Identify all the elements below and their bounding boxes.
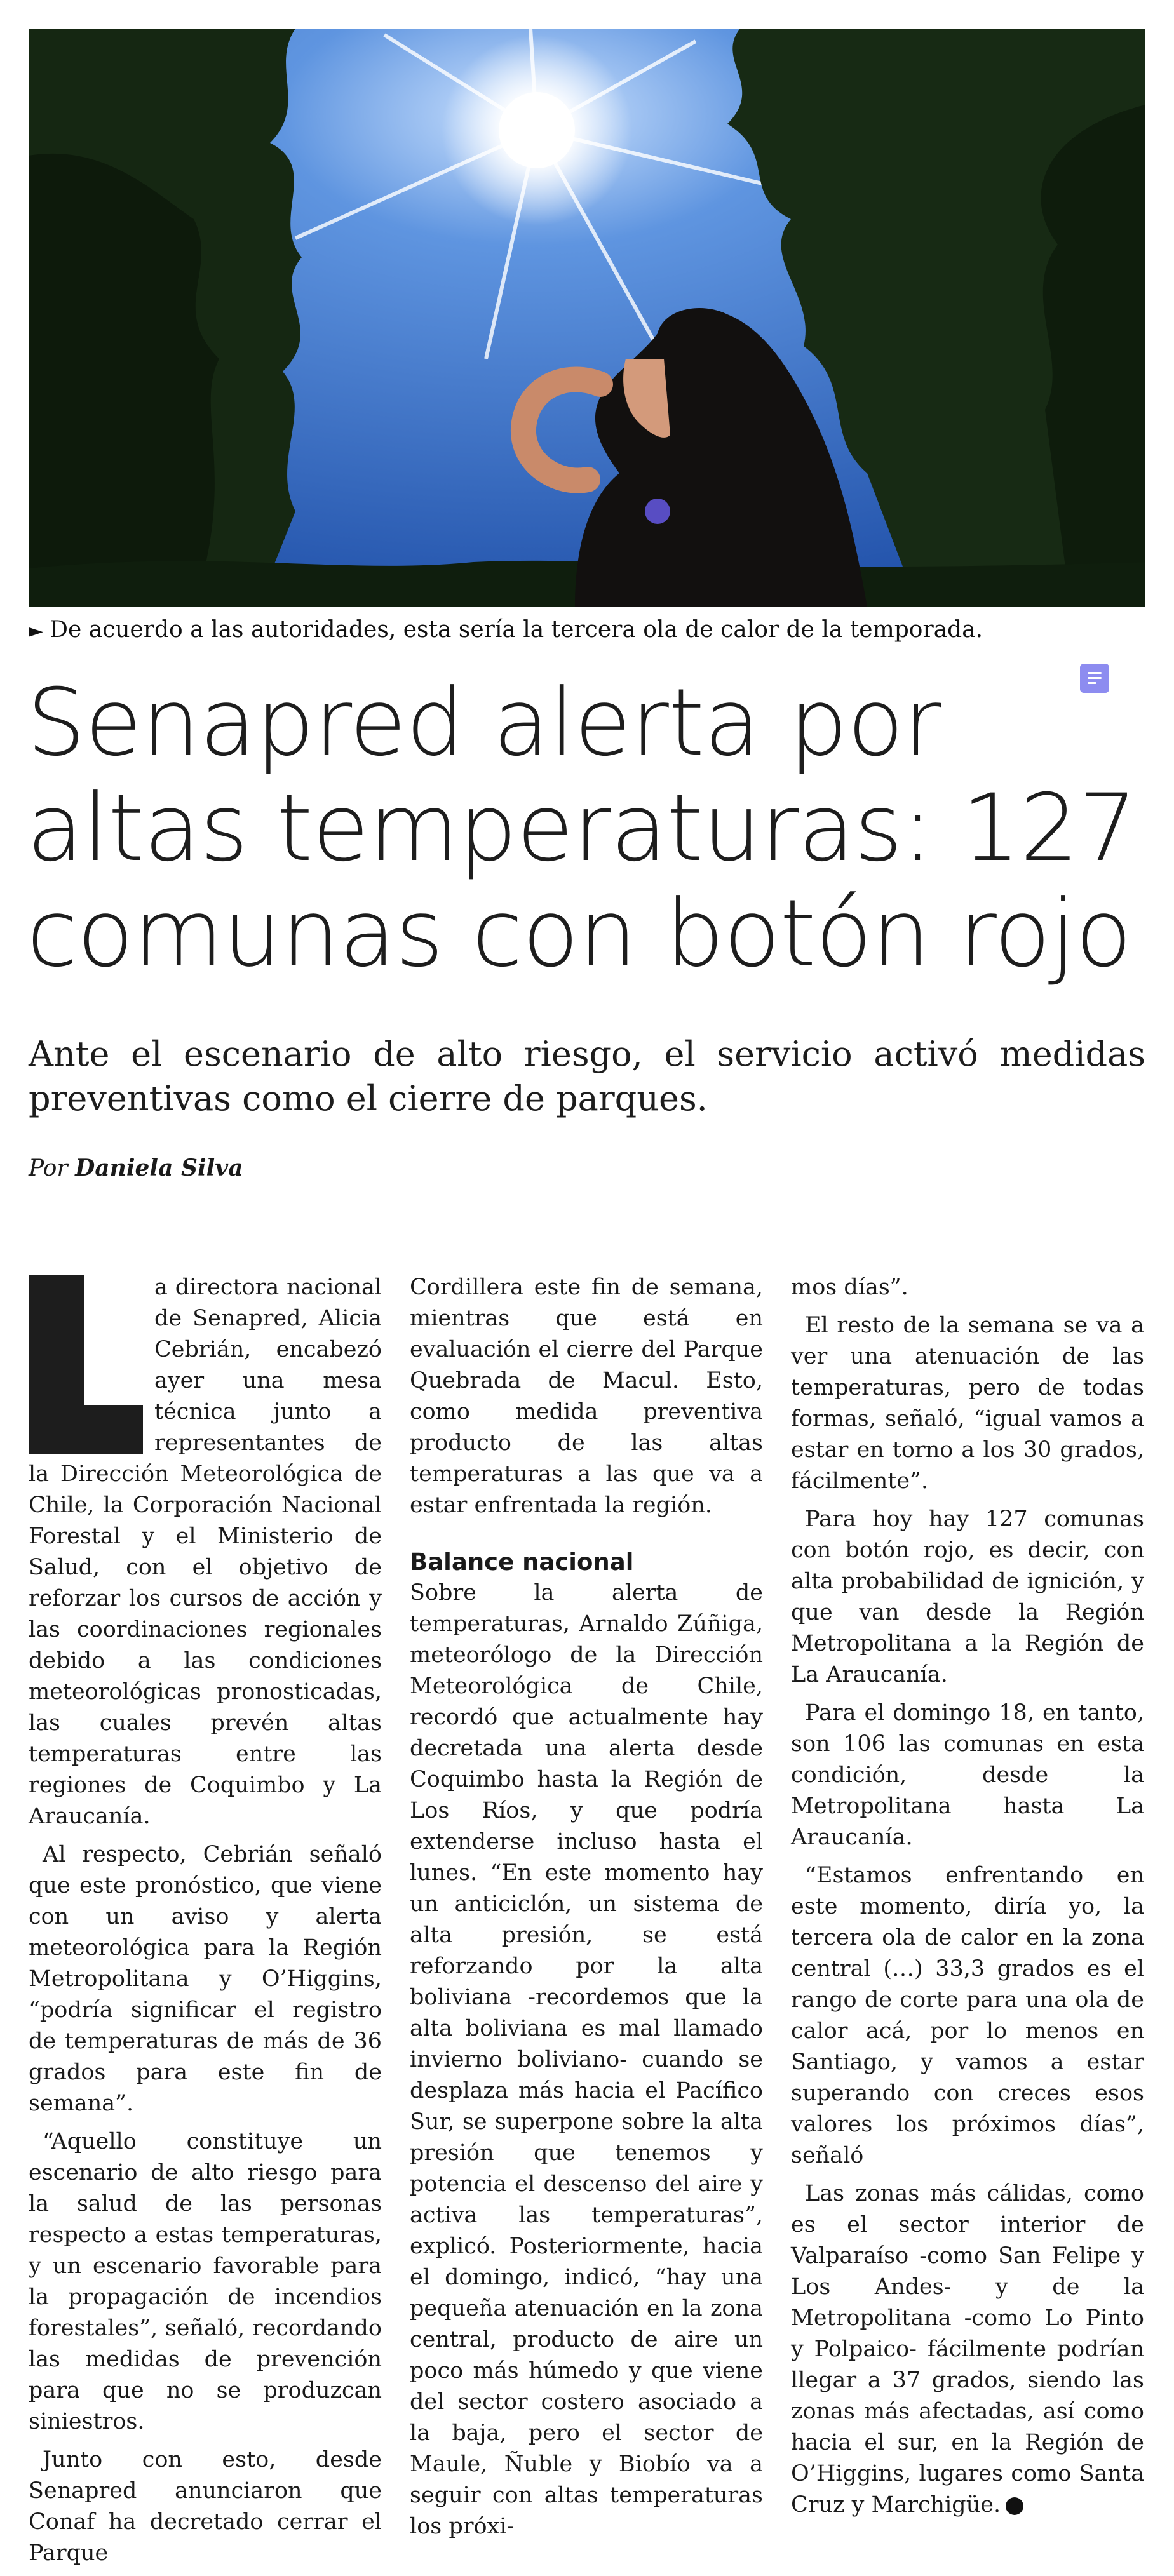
paragraph: Cordillera este fin de semana, mientras que está en evaluación el cierre del Parque Quebrada de Macul. Esto, como medida preventiva producto de las altas temperaturas a las que va a estar enfrentada la región. bbox=[410, 1275, 763, 1518]
paragraph: Junto con esto, desde Senapred anunciaron que Conaf ha decretado cerrar el Parque bbox=[29, 2447, 382, 2566]
byline-prefix: Por bbox=[29, 1155, 68, 1181]
section-heading: Balance nacional bbox=[410, 1548, 634, 1576]
paragraph: “Aquello constituye un escenario de alto riesgo para la salud de las personas respecto a estas temperaturas, y un escenario favorable para la propagación de incendios forestales”, señaló, recordando las medidas de prevención para que no se produzcan siniestros. bbox=[29, 2129, 382, 2434]
end-mark-icon bbox=[1006, 2497, 1023, 2515]
paragraph: Sobre la alerta de temperaturas, Arnaldo Zúñiga, meteorólogo de la Dirección Meteorológica de Chile, recordó que actualmente hay decretada una alerta desde Coquimbo hasta la Región de Los Ríos, y que podría extenderse incluso hasta el lunes. “En este momento hay un anticiclón, un sistema de alta presión, se está reforzando por la alta boliviana -recordemos que la alta boliviana es mal llamado invierno boliviano- cuando se desplaza más hacia el Pacífico Sur, se superpone sobre la alta presión que tenemos y potencia el descenso del aire y activa las temperaturas”, explicó. Posteriormente, hacia el domingo, indicó, “hay una pequeña atenuación en la zona central, producto de aire un poco más húmedo y que viene del sector costero asociado a la baja, pero el sector de Maule, Ñuble y Biobío va a seguir con altas temperaturas los próxi- bbox=[410, 1580, 763, 2539]
subheadline: Ante el escenario de alto riesgo, el servicio activó medidas preventivas como el cierre de parques. bbox=[29, 1034, 1145, 1118]
paragraph: Al respecto, Cebrián señaló que este pronóstico, que viene con un aviso y alerta meteorológica para la Región Metropolitana y O’Higgins, “podría significar el registro de temperaturas de más de 36 grados para este fin de semana”. bbox=[29, 1842, 382, 2116]
byline-author: Daniela Silva bbox=[75, 1155, 243, 1181]
byline bbox=[29, 1153, 243, 1184]
article-column-1 bbox=[29, 1272, 382, 2576]
paragraph: Para el domingo 18, en tanto, son 106 las comunas en esta condición, desde la Metropolitana hasta La Araucanía. bbox=[791, 1700, 1144, 1850]
paragraph: a directora nacional de Senapred, Alicia Cebrián, encabezó ayer una mesa técnica junto a representantes de la Dirección Meteorológica de Chile, la Corporación Nacional Forestal y el Ministerio de Salud, con el objetivo de reforzar los cursos de acción y las coordinaciones regionales debido a las condiciones meteorológicas pronosticadas, las cuales prevén altas temperaturas entre las regiones de Coquimbo y La Araucanía. bbox=[29, 1275, 382, 1829]
hero-photo bbox=[29, 29, 1145, 607]
headline: Senapred alerta por altas temperaturas: 127 comunas con botón rojo bbox=[27, 669, 1137, 988]
paragraph-text: Las zonas más cálidas, como es el sector interior de Valparaíso -como San Felipe y Los Andes- y de la Metropolitana -como Lo Pinto y Polpaico- fácilmente podrían llegar a 37 grados, siendo las zonas más afectadas, así como hacia el sur, en la Región de O’Higgins, lugares como Santa Cruz y Marchigüe. bbox=[791, 2181, 1144, 2518]
paragraph: mos días”. bbox=[791, 1275, 908, 1300]
triangle-right-icon: ► bbox=[29, 620, 44, 642]
caption-text: De acuerdo a las autoridades, esta sería la tercera ola de calor de la temporada. bbox=[50, 617, 983, 643]
paragraph-last bbox=[791, 2178, 1144, 2521]
paragraph: El resto de la semana se va a ver una atenuación de las temperaturas, pero de todas formas, señaló, “igual vamos a estar en torno a los 30 grados, fácilmente”. bbox=[791, 1313, 1144, 1494]
article-column-3 bbox=[791, 1272, 1144, 2528]
paragraph: “Estamos enfrentando en este momento, diría yo, la tercera ola de calor en la zona central (…) 33,3 grados es el rango de corte para una ola de calor acá, por lo menos en Santiago, y vamos a estar superando con creces esos valores los próximos días”, señaló bbox=[791, 1863, 1144, 2168]
paragraph: Para hoy hay 127 comunas con botón rojo, es decir, con alta probabilidad de ignición, y que van desde la Región Metropolitana a la Región de La Araucanía. bbox=[791, 1506, 1144, 1687]
article-column-2 bbox=[410, 1272, 763, 2549]
photo-caption bbox=[29, 615, 1145, 647]
hero-photo-illustration bbox=[29, 29, 1145, 607]
drop-cap-L bbox=[29, 1275, 143, 1454]
